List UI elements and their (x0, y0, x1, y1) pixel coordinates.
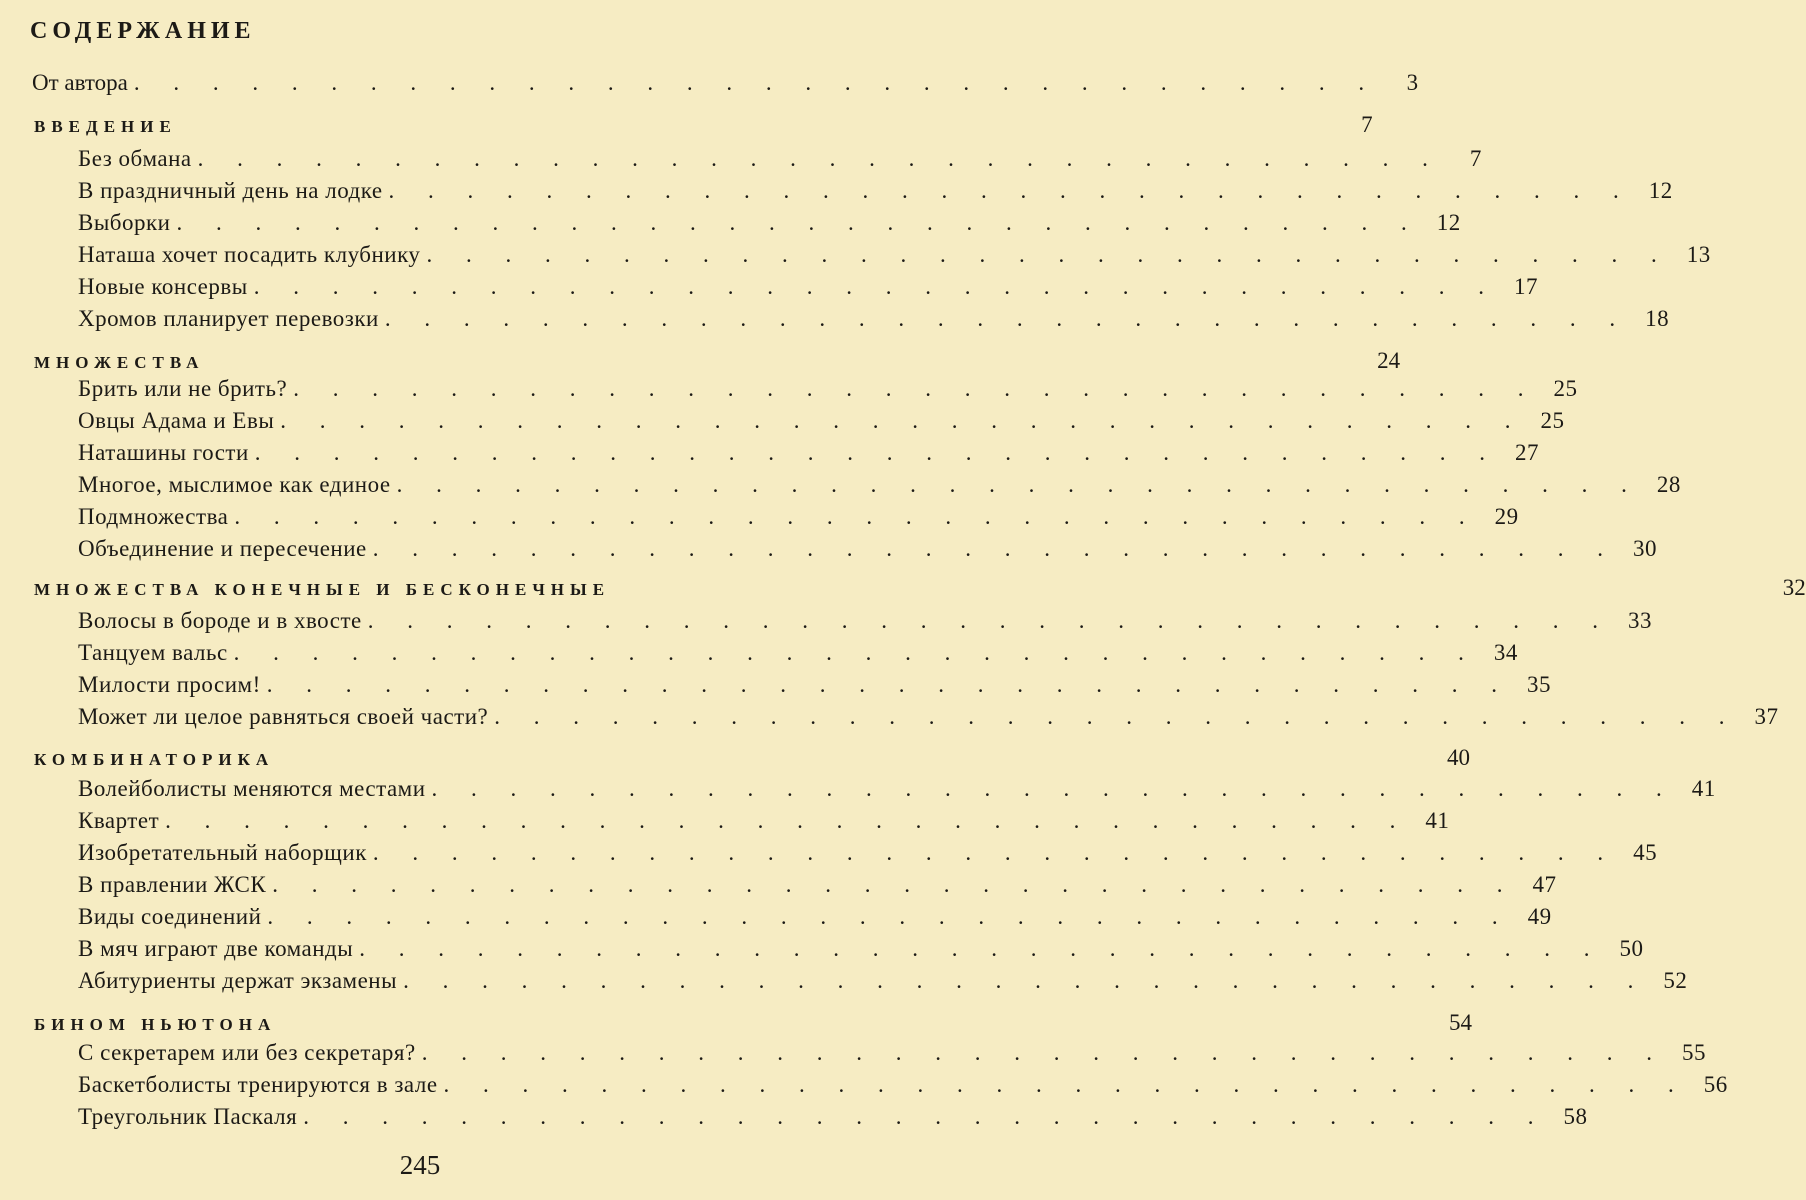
dot-leader: . . . . . . . . . . . . . . . . . . . . . . . . . . . . . . . . (388, 178, 1633, 203)
entry-title: Волейболисты меняются местами (78, 776, 426, 801)
entry-page-number: 52 (1663, 968, 1688, 993)
entry-title: Выборки (78, 210, 171, 235)
entry-title: БИНОМ НЬЮТОНА (34, 1015, 277, 1034)
dot-leader: . . . . . . . . . . . . . . . . . . . . . . . . . . . . . . . . (421, 1040, 1666, 1065)
entry-page-number: 41 (1691, 776, 1716, 801)
entry-page-number: 49 (1527, 904, 1552, 929)
toc-entry (78, 472, 1681, 500)
toc-section (34, 1010, 1472, 1038)
entry-page-number: 25 (1553, 376, 1578, 401)
dot-leader: . . . . . . . . . . . . . . . . . . . . . . . . . . . . . . . . (266, 672, 1511, 697)
toc-entry (78, 242, 1711, 270)
toc-entry (78, 376, 1578, 404)
dot-leader: . . . . . . . . . . . . . . . . . . . . . . . . . . . . . . . . (280, 408, 1525, 433)
entry-page-number: 56 (1703, 1072, 1728, 1097)
entry-title: Брить или не брить? (78, 376, 288, 401)
entry-title: Может ли целое равняться своей части? (78, 704, 489, 729)
dot-leader: . . . . . . . . . . . . . . . . . . . . . . . . . . . . . . . . (197, 146, 1442, 171)
entry-title: Виды соединений (78, 904, 262, 929)
entry-page-number: 55 (1681, 1040, 1706, 1065)
toc-entry (78, 504, 1519, 532)
toc-entry (78, 640, 1518, 668)
entry-page-number: 28 (1656, 472, 1681, 497)
toc-entry (78, 872, 1557, 900)
toc-entry (78, 1040, 1706, 1068)
entry-page-number: 18 (1645, 306, 1670, 331)
dot-leader: . . . . . . . . . . . . . . . . . . . . . . . . . . . . . . . . (234, 504, 1479, 529)
entry-page-number: 12 (1436, 210, 1461, 235)
toc-section (34, 575, 1806, 603)
entry-page-number: 29 (1494, 504, 1519, 529)
toc-section (34, 348, 1401, 376)
toc-entry (78, 178, 1673, 206)
entry-page-number: 24 (1377, 348, 1401, 373)
entry-title: Многое, мыслимое как единое (78, 472, 391, 497)
page-number: 245 (399, 1150, 441, 1180)
entry-page-number: 13 (1686, 242, 1711, 267)
toc-entry (78, 274, 1538, 302)
entry-page-number: 54 (1448, 1010, 1472, 1035)
entry-title: Без обмана (78, 146, 192, 171)
toc-entry (32, 70, 1419, 98)
toc-entry (78, 440, 1540, 468)
entry-title: Наташины гости (78, 440, 249, 465)
toc-entry (78, 1104, 1588, 1132)
entry-title: С секретарем или без секретаря? (78, 1040, 416, 1065)
dot-leader: . . . . . . . . . . . . . . . . . . . . . . . . . . . . . . . . (384, 306, 1630, 331)
entry-page-number: 40 (1446, 745, 1470, 770)
entry-page-number: 33 (1627, 608, 1652, 633)
entry-page-number: 35 (1527, 672, 1551, 697)
entry-title: Баскетболисты тренируются в зале (78, 1072, 438, 1097)
entry-page-number: 45 (1633, 840, 1658, 865)
entry-page-number: 58 (1563, 1104, 1588, 1129)
dot-leader: . . . . . . . . . . . . . . . . . . . . . . . . . . . . . . . . (253, 274, 1498, 299)
entry-title: Милости просим! (78, 672, 261, 697)
entry-title: Волосы в бороде и в хвосте (78, 608, 362, 633)
entry-page-number: 41 (1425, 808, 1450, 833)
entry-page-number: 32 (1782, 575, 1806, 600)
entry-page-number: 27 (1515, 440, 1540, 465)
entry-title: Квартет (78, 808, 160, 833)
toc-entry (78, 904, 1552, 932)
dot-leader: . . . . . . . . . . . . . . . . . . . . . . . . . . . . . . . . (494, 704, 1739, 729)
entry-page-number: 25 (1540, 408, 1565, 433)
entry-title: Изобретательный наборщик (78, 840, 367, 865)
dot-leader: . . . . . . . . . . . . . . . . . . . . . . . . . . . . . . . . (372, 536, 1617, 561)
entry-title: Абитуриенты держат экзамены (78, 968, 398, 993)
dot-leader: . . . . . . . . . . . . . . . . . . . . . . . . . . . . . . . . (372, 840, 1618, 865)
dot-leader: . . . . . . . . . . . . . . . . . . . . . . . . . . . . . . . . (133, 70, 1379, 95)
dot-leader: . . . . . . . . . . . . . . . . . . . . . . . . . . . . . . . . (165, 808, 1410, 833)
toc-section (34, 112, 1373, 140)
entry-page-number: 7 (1361, 112, 1373, 137)
entry-title: Треугольник Паскаля (78, 1104, 298, 1129)
toc-entry (78, 146, 1482, 174)
entry-page-number: 34 (1493, 640, 1518, 665)
entry-title: Хромов планирует перевозки (78, 306, 379, 331)
toc-entry (78, 306, 1670, 334)
entry-page-number: 12 (1648, 178, 1673, 203)
entry-title: Овцы Адама и Евы (78, 408, 275, 433)
dot-leader: . . . . . . . . . . . . . . . . . . . . . . . . . . . . . . . . (403, 968, 1648, 993)
toc-entry (78, 704, 1779, 732)
toc-entry (78, 536, 1657, 564)
toc-heading: СОДЕРЖАНИЕ (30, 18, 256, 44)
toc-entry (78, 936, 1644, 964)
entry-title: Танцуем вальс (78, 640, 228, 665)
entry-page-number: 3 (1406, 70, 1419, 95)
dot-leader: . . . . . . . . . . . . . . . . . . . . . . . . . . . . . . . . (431, 776, 1676, 801)
entry-title: От автора (32, 70, 128, 95)
toc-entry (78, 210, 1461, 238)
entry-title: Наташа хочет посадить клубнику (78, 242, 421, 267)
entry-page-number: 50 (1619, 936, 1644, 961)
dot-leader: . . . . . . . . . . . . . . . . . . . . . . . . . . . . . . . . (293, 376, 1538, 401)
toc-entry (78, 840, 1658, 868)
dot-leader: . . . . . . . . . . . . . . . . . . . . . . . . . . . . . . . . (254, 440, 1500, 465)
entry-page-number: 17 (1513, 274, 1538, 299)
dot-leader: . . . . . . . . . . . . . . . . . . . . . . . . . . . . . . . . (176, 210, 1421, 235)
dot-leader: . . . . . . . . . . . . . . . . . . . . . . . . . . . . . . . . (272, 872, 1517, 897)
entry-page-number: 47 (1532, 872, 1557, 897)
toc-entry (78, 1072, 1728, 1100)
toc-entry (78, 408, 1565, 436)
toc-section (34, 745, 1470, 773)
entry-page-number: 7 (1469, 146, 1482, 171)
entry-title: МНОЖЕСТВА КОНЕЧНЫЕ И БЕСКОНЕЧНЫЕ (34, 580, 611, 599)
dot-leader: . . . . . . . . . . . . . . . . . . . . . . . . . . . . . . . . (367, 608, 1612, 633)
entry-title: Новые консервы (78, 274, 248, 299)
entry-title: В праздничный день на лодке (78, 178, 383, 203)
dot-leader: . . . . . . . . . . . . . . . . . . . . . . . . . . . . . . . . (267, 904, 1512, 929)
entry-page-number: 30 (1632, 536, 1657, 561)
entry-title: Объединение и пересечение (78, 536, 367, 561)
toc-entry (78, 808, 1450, 836)
entry-title: В правлении ЖСК (78, 872, 267, 897)
toc-entry (78, 672, 1551, 700)
dot-leader: . . . . . . . . . . . . . . . . . . . . . . . . . . . . . . . . (233, 640, 1478, 665)
entry-title: Подмножества (78, 504, 229, 529)
entry-title: КОМБИНАТОРИКА (34, 750, 275, 769)
entry-title: ВВЕДЕНИЕ (34, 117, 177, 136)
toc-entry (78, 776, 1716, 804)
entry-title: МНОЖЕСТВА (34, 353, 205, 372)
entry-page-number: 37 (1754, 704, 1779, 729)
dot-leader: . . . . . . . . . . . . . . . . . . . . . . . . . . . . . . . . (396, 472, 1641, 497)
dot-leader: . . . . . . . . . . . . . . . . . . . . . . . . . . . . . . . . (443, 1072, 1688, 1097)
toc-entry (78, 968, 1688, 996)
dot-leader: . . . . . . . . . . . . . . . . . . . . . . . . . . . . . . . . (426, 242, 1671, 267)
toc-entry (78, 608, 1652, 636)
entry-title: В мяч играют две команды (78, 936, 354, 961)
dot-leader: . . . . . . . . . . . . . . . . . . . . . . . . . . . . . . . . (359, 936, 1604, 961)
dot-leader: . . . . . . . . . . . . . . . . . . . . . . . . . . . . . . . . (303, 1104, 1548, 1129)
